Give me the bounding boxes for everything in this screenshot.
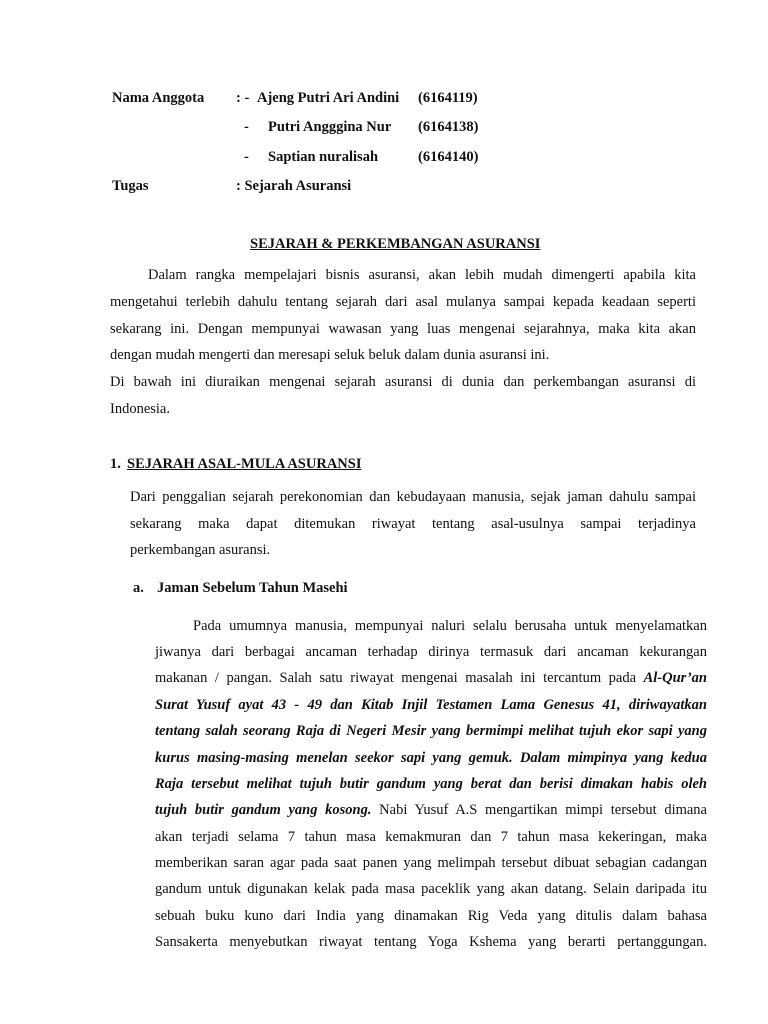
para-a-line-9: akan terjadi selama 7 tahun masa kemakmuran dan 7 tahun masa kekeringan, maka xyxy=(155,829,707,845)
page-title: SEJARAH & PERKEMBANGAN ASURANSI xyxy=(250,236,541,252)
section1-number: 1. xyxy=(110,456,121,472)
subsection-a-heading: Jaman Sebelum Tahun Masehi xyxy=(157,580,348,596)
para-a-line-11: gandum untuk digunakan kelak pada masa paceklik yang akan datang. Selain daripada itu xyxy=(155,881,707,897)
para-a-line-8-text: Nabi Yusuf A.S mengartikan mimpi tersebut dimana xyxy=(371,802,707,818)
quran-reference: Al-Qur’an xyxy=(643,670,707,686)
intro-line-2: mengetahui terlebih dahulu tentang sejarah dari asal mulanya sampai kepada keadaan seperti xyxy=(110,294,696,310)
para-a-line-5: tentang salah seorang Raja di Negeri Mesir yang bermimpi melihat tujuh ekor sapi yang xyxy=(155,723,707,739)
para-a-line-3 xyxy=(155,669,707,687)
member-id-2: (6164138) xyxy=(418,119,479,135)
section1-heading: SEJARAH ASAL-MULA ASURANSI xyxy=(127,456,362,472)
section1-line-2: sekarang maka dapat ditemukan riwayat tentang asal-usulnya sampai terjadinya xyxy=(130,516,696,532)
member-id-1: (6164119) xyxy=(418,90,478,106)
para-a-line-2: jiwanya dari berbagai ancaman terhadap dirinya termasuk dari ancaman kekurangan xyxy=(155,644,707,660)
member-prefix-2: - xyxy=(244,119,249,135)
member-id-3: (6164140) xyxy=(418,149,479,165)
task-value: : Sejarah Asuransi xyxy=(236,178,352,194)
intro-line-5: Di bawah ini diuraikan mengenai sejarah asuransi di dunia dan perkembangan asuransi di xyxy=(110,374,696,390)
member-name-3: Saptian nuralisah xyxy=(268,149,379,165)
para-a-line-1: Pada umumnya manusia, mempunyai naluri selalu berusaha untuk menyelamatkan xyxy=(193,618,707,634)
member-prefix-1: : - xyxy=(236,90,250,106)
section1-line-1: Dari penggalian sejarah perekonomian dan kebudayaan manusia, sejak jaman dahulu sampai xyxy=(130,489,696,505)
para-a-line-13: Sansakerta menyebutkan riwayat tentang Yoga Kshema yang berarti pertanggungan. xyxy=(155,934,707,950)
intro-line-1: Dalam rangka mempelajari bisnis asuransi, akan lebih mudah dimengerti apabila kita xyxy=(148,267,696,283)
para-a-line-4: Surat Yusuf ayat 43 - 49 dan Kitab Injil Testamen Lama Genesus 41, diriwayatkan xyxy=(155,697,707,713)
para-a-line-10: memberikan saran agar pada saat panen yang melimpah tersebut dibuat sebagian cadangan xyxy=(155,855,707,871)
para-a-line-7: Raja tersebut melihat tujuh butir gandum yang berat dan berisi dimakan habis oleh xyxy=(155,776,707,792)
task-label: Tugas xyxy=(112,178,149,194)
subsection-a-letter: a. xyxy=(133,580,144,596)
para-a-line-3-text: makanan / pangan. Salah satu riwayat mengenai masalah ini tercantum pada xyxy=(155,670,644,686)
member-name-2: Putri Angggina Nur xyxy=(268,119,392,135)
member-prefix-3: - xyxy=(244,149,249,165)
para-a-line-12: sebuah buku kuno dari India yang dinamakan Rig Veda yang ditulis dalam bahasa xyxy=(155,908,707,924)
para-a-line-6: kurus masing-masing menelan seekor sapi yang gemuk. Dalam mimpinya yang kedua xyxy=(155,750,707,766)
para-a-line-8 xyxy=(155,801,707,819)
intro-line-3: sekarang ini. Dengan mempunyai wawasan yang luas mengenai sejarahnya, maka kita akan xyxy=(110,321,696,337)
section1-line-3: perkembangan asuransi. xyxy=(130,542,271,558)
intro-line-4: dengan mudah mengerti dan meresapi seluk beluk dalam dunia asuransi ini. xyxy=(110,347,550,363)
intro-line-6: Indonesia. xyxy=(110,401,170,417)
members-label: Nama Anggota xyxy=(112,90,205,106)
member-name-1: Ajeng Putri Ari Andini xyxy=(257,90,400,106)
para-a-line-8-emphasis: tujuh butir gandum yang kosong. xyxy=(155,802,372,818)
